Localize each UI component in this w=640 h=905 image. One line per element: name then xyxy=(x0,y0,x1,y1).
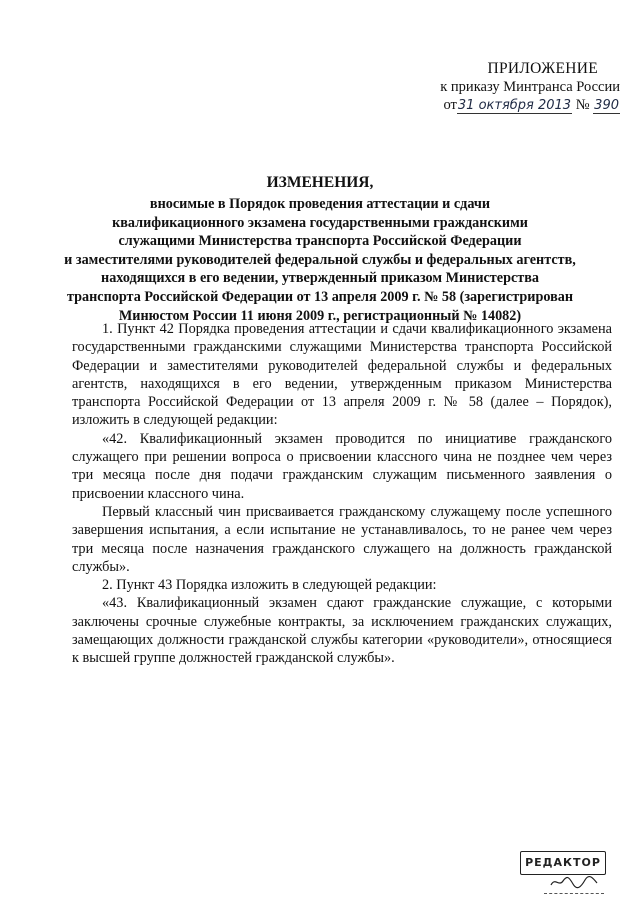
heading-line: вносимые в Порядок проведения аттестации и сдачи xyxy=(149,196,491,212)
heading-line: и заместителями руководителей федеральной службы и федеральных агентств, xyxy=(64,251,576,268)
editor-stamp-label: РЕДАКТОР xyxy=(520,851,606,875)
heading-line: находящихся в его ведении, утвержденный приказом Министерства xyxy=(101,270,539,287)
paragraph-first-class-rank: Первый классный чин присваивается гражданскому служащему после успешного завершения испытания, а если испытание не устанавливалось, то не ранее чем через три месяца после назначения гражданского служащего на должность гражданской службы». xyxy=(72,503,612,575)
document-heading xyxy=(40,173,600,325)
heading-line: служащими Министерства транспорта Российской Федерации xyxy=(118,233,522,250)
heading-line: Минюстом России 11 июня 2009 г., регистрационный № 14082) xyxy=(118,307,522,324)
handwritten-number: 390 xyxy=(594,98,619,113)
appendix-title: ПРИЛОЖЕНИЕ xyxy=(487,60,598,77)
paragraph-quote-42: «42. Квалификационный экзамен проводится по инициативе гражданского служащего при решении вопроса о присвоении классного чина не позднее чем через три месяца после дня подачи гражданским служащим письменного заявления о присвоении классного чина. xyxy=(72,430,612,502)
heading-line: транспорта Российской Федерации от 13 апреля 2009 г. № 58 (зарегистрирован xyxy=(66,288,574,305)
paragraph-quote-43: «43. Квалификационный экзамен сдают гражданские служащие, с которыми заключены срочные служебные контракты, за исключением гражданских служащих, замещающих должности гражданской службы категории «руководители», относящиеся к высшей группе должностей гражданской службы». xyxy=(72,595,612,667)
heading-line: квалификационного экзамена государственными гражданскими xyxy=(112,214,528,231)
date-prefix: от xyxy=(443,97,457,113)
document-body xyxy=(72,320,612,668)
editor-signature xyxy=(544,875,604,894)
editor-stamp xyxy=(520,851,606,895)
paragraph-item-2: 2. Пункт 43 Порядка изложить в следующей редакции: xyxy=(102,577,437,594)
handwritten-date: 31 октября 2013 xyxy=(457,98,572,113)
paragraph-item-1: 1. Пункт 42 Порядка проведения аттестации и сдачи квалификационного экзамена государственными гражданскими служащими Министерства транспорта Российской Федерации и заместителями руководителей федеральной службы и федеральных агентств, находящихся в его ведении, утвержденным приказом Министерства транспорта Российской Федерации от 13 апреля 2009 г. № 58 (далее – Порядок), изложить в следующей редакции: xyxy=(72,321,612,429)
appendix-order-reference: к приказу Минтранса России xyxy=(440,79,620,95)
signature-scribble xyxy=(549,875,599,889)
appendix-block xyxy=(420,60,620,114)
number-prefix: № xyxy=(575,97,590,113)
appendix-date-line xyxy=(420,96,620,114)
heading-title: ИЗМЕНЕНИЯ, xyxy=(266,174,374,191)
